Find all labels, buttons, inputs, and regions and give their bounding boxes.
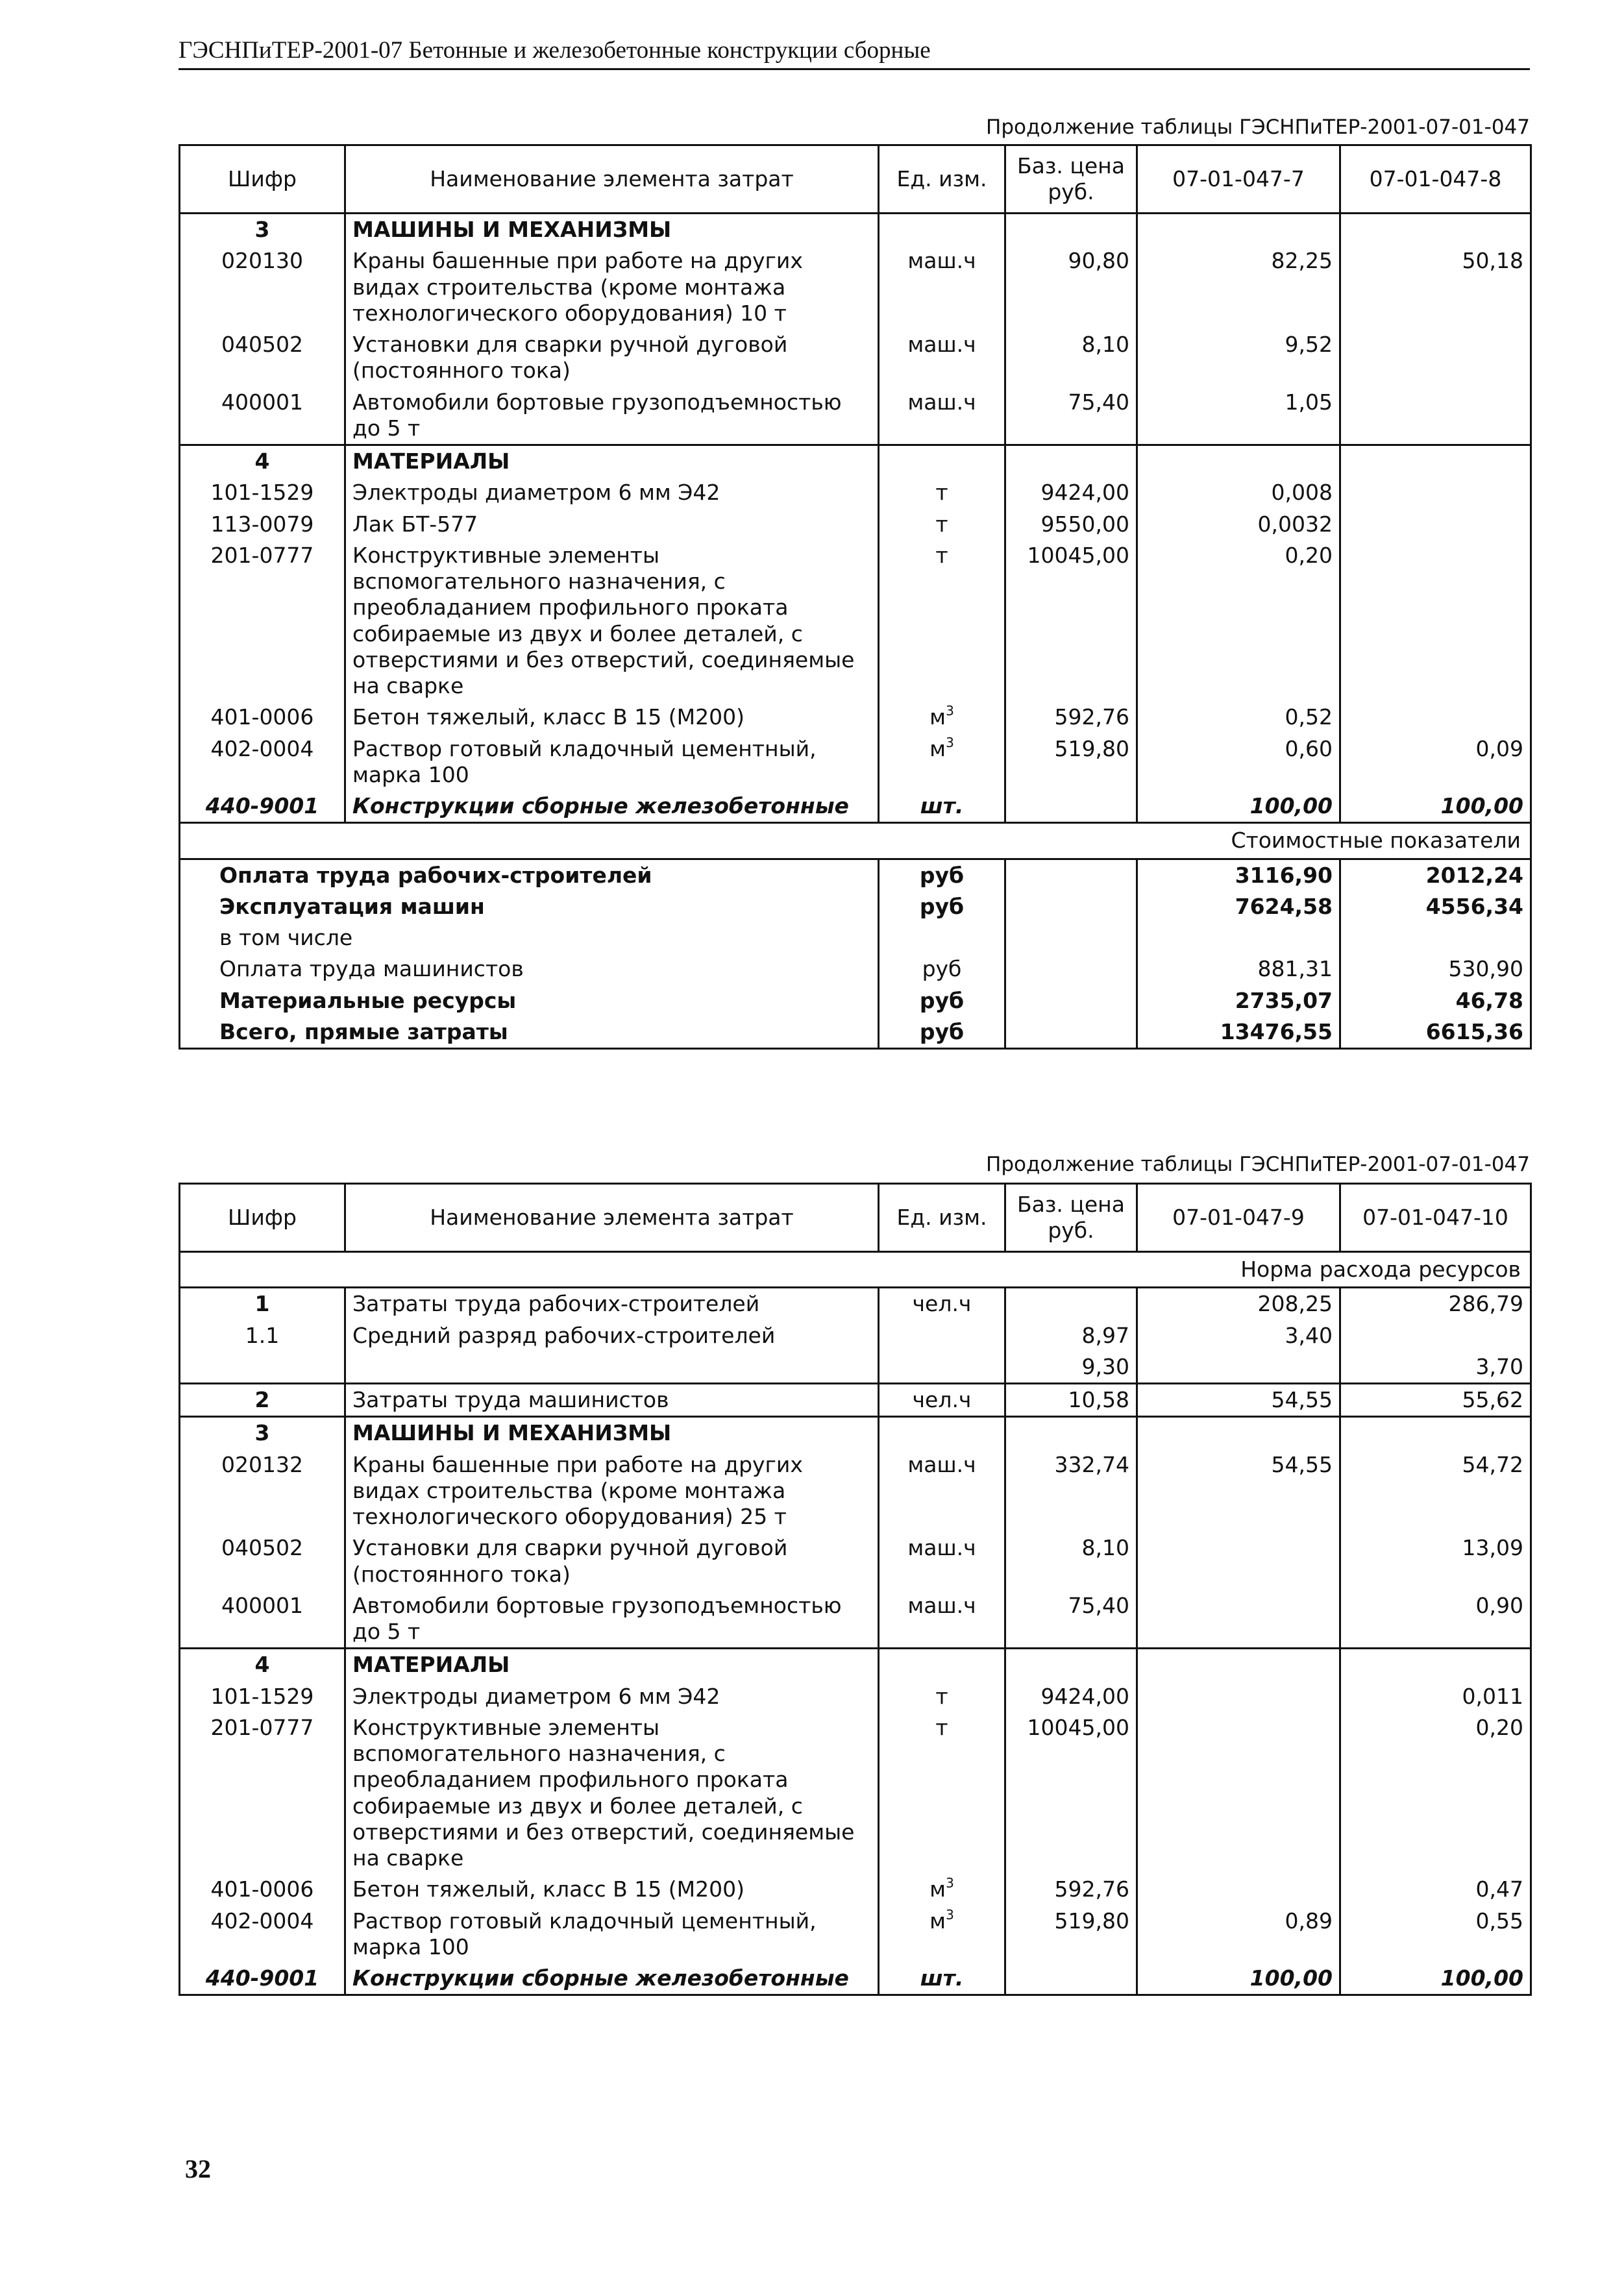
cost-name: в том числе	[180, 922, 879, 953]
row-code: 113-0079	[180, 509, 345, 540]
row-value-1: 0,0032	[1137, 509, 1340, 540]
row-price: 592,76	[1005, 1874, 1137, 1905]
col-price-header: Баз. цена руб.	[1005, 145, 1137, 214]
row-price: 8,97	[1005, 1320, 1137, 1351]
row-value-2: 0,55	[1340, 1906, 1531, 1963]
row-value-1: 54,55	[1137, 1449, 1340, 1533]
row-name: Затраты труда рабочих-строителей	[345, 1288, 879, 1320]
row-name: МАШИНЫ И МЕХАНИЗМЫ	[345, 1417, 879, 1449]
row-name: Конструкции сборные железобетонные	[345, 791, 879, 823]
row-code: 020132	[180, 1449, 345, 1533]
row-value-1: 1,05	[1137, 387, 1340, 445]
row-price: 9,30	[1005, 1351, 1137, 1384]
row-code: 400001	[180, 387, 345, 445]
table-row	[180, 1649, 1531, 1681]
cost-value-2: 530,90	[1340, 953, 1531, 985]
table-row	[180, 1320, 1531, 1351]
table-row	[180, 477, 1531, 508]
table-row	[180, 1417, 1531, 1449]
cost-name: Всего, прямые затраты	[180, 1016, 879, 1049]
row-name: Затраты труда машинистов	[345, 1384, 879, 1417]
cost-value-2: 46,78	[1340, 985, 1531, 1016]
cost-unit: руб	[879, 859, 1005, 891]
cost-row	[180, 1016, 1531, 1049]
row-code: 4	[180, 1649, 345, 1681]
row-value-2: 0,011	[1340, 1681, 1531, 1712]
row-value-2: 0,90	[1340, 1590, 1531, 1649]
row-unit: т	[879, 540, 1005, 702]
table-row	[180, 733, 1531, 791]
row-value-1: 0,52	[1137, 702, 1340, 733]
row-unit: $м^3$	[879, 1874, 1005, 1905]
row-value-2: 0,47	[1340, 1874, 1531, 1905]
row-name: МАШИНЫ И МЕХАНИЗМЫ	[345, 214, 879, 246]
table-row	[180, 1874, 1531, 1905]
row-code: 101-1529	[180, 477, 345, 508]
row-value-2: 0,20	[1340, 1712, 1531, 1874]
row-code: 440-9001	[180, 791, 345, 823]
row-code: 2	[180, 1384, 345, 1417]
row-unit: шт.	[879, 791, 1005, 823]
row-code: 3	[180, 214, 345, 246]
row-unit: маш.ч	[879, 387, 1005, 445]
table-row	[180, 387, 1531, 445]
row-name: Автомобили бортовые грузоподъемностью до 5 т	[345, 1590, 879, 1649]
cost-row	[180, 859, 1531, 891]
table-row	[180, 1681, 1531, 1712]
col-code-header: Шифр	[180, 145, 345, 214]
table-row	[180, 214, 1531, 246]
row-name: Средний разряд рабочих-строителей	[345, 1320, 879, 1351]
row-code: 1	[180, 1288, 345, 1320]
row-name: Краны башенные при работе на других видах строительства (кроме монтажа технологического оборудования) 25 т	[345, 1449, 879, 1533]
row-code: 400001	[180, 1590, 345, 1649]
row-unit: маш.ч	[879, 1590, 1005, 1649]
row-value-1: 0,008	[1137, 477, 1340, 508]
row-name: Конструктивные элементы вспомогательного назначения, с преобладанием профильного проката собираемые из двух и более деталей, с отверстиями и без отверстий, соединяемые на сварке	[345, 540, 879, 702]
row-value-1: 100,00	[1137, 791, 1340, 823]
row-value-2: 100,00	[1340, 1963, 1531, 1995]
cost-name: Оплата труда машинистов	[180, 953, 879, 985]
row-value-1: 208,25	[1137, 1288, 1340, 1320]
table-row	[180, 1712, 1531, 1874]
page-header: ГЭСНПиТЕР-2001-07 Бетонные и железобетонные конструкции сборные	[178, 36, 1530, 70]
col-1-header: 07-01-047-7	[1137, 145, 1340, 214]
row-value-2: 55,62	[1340, 1384, 1531, 1417]
row-value-2: 50,18	[1340, 245, 1531, 329]
row-name: Раствор готовый кладочный цементный, марка 100	[345, 733, 879, 791]
table2-caption: Продолжение таблицы ГЭСНПиТЕР-2001-07-01-047	[986, 1153, 1530, 1176]
row-price: 519,80	[1005, 733, 1137, 791]
cost-row	[180, 953, 1531, 985]
table2-header-row	[180, 1184, 1531, 1252]
table2	[178, 1183, 1532, 1996]
row-unit: маш.ч	[879, 245, 1005, 329]
col-unit-header: Ед. изм.	[879, 145, 1005, 214]
cost-value-1: 3116,90	[1137, 859, 1340, 891]
table-row	[180, 245, 1531, 329]
row-price: 10045,00	[1005, 540, 1137, 702]
table-row	[180, 1532, 1531, 1590]
row-name: МАТЕРИАЛЫ	[345, 445, 879, 478]
cost-value-1: 2735,07	[1137, 985, 1340, 1016]
row-name: Конструкции сборные железобетонные	[345, 1963, 879, 1995]
row-price: 75,40	[1005, 387, 1137, 445]
row-value-2: 13,09	[1340, 1532, 1531, 1590]
row-code: 440-9001	[180, 1963, 345, 1995]
cost-row	[180, 985, 1531, 1016]
col-unit-header: Ед. изм.	[879, 1184, 1005, 1252]
cost-row	[180, 891, 1531, 922]
cost-value-1: 881,31	[1137, 953, 1340, 985]
row-code: 4	[180, 445, 345, 478]
row-name: Краны башенные при работе на других видах строительства (кроме монтажа технологического оборудования) 10 т	[345, 245, 879, 329]
row-price: 332,74	[1005, 1449, 1137, 1533]
row-value-2: 100,00	[1340, 791, 1531, 823]
cost-value-2: 4556,34	[1340, 891, 1531, 922]
row-name: Раствор готовый кладочный цементный, марка 100	[345, 1906, 879, 1963]
row-code: 201-0777	[180, 1712, 345, 1874]
cost-caption-row	[180, 823, 1531, 859]
row-unit: чел.ч	[879, 1384, 1005, 1417]
table-row	[180, 1963, 1531, 1995]
row-value-1: 0,89	[1137, 1906, 1340, 1963]
cost-value-2: 2012,24	[1340, 859, 1531, 891]
cost-unit: руб	[879, 891, 1005, 922]
row-name: Бетон тяжелый, класс В 15 (М200)	[345, 1874, 879, 1905]
table-row	[180, 1590, 1531, 1649]
table-row	[180, 1351, 1531, 1384]
cost-value-1: 13476,55	[1137, 1016, 1340, 1049]
cost-value-2: 6615,36	[1340, 1016, 1531, 1049]
row-name: Установки для сварки ручной дуговой (постоянного тока)	[345, 1532, 879, 1590]
row-value-2: 3,70	[1340, 1351, 1531, 1384]
table1-header-row	[180, 145, 1531, 214]
table1	[178, 144, 1532, 1050]
row-value-1: 0,20	[1137, 540, 1340, 702]
table-row	[180, 791, 1531, 823]
table-row	[180, 1288, 1531, 1320]
row-code: 101-1529	[180, 1681, 345, 1712]
col-2-header: 07-01-047-8	[1340, 145, 1531, 214]
cost-name: Материальные ресурсы	[180, 985, 879, 1016]
row-value-1: 9,52	[1137, 329, 1340, 387]
row-unit: т	[879, 1681, 1005, 1712]
row-unit: $м^3$	[879, 702, 1005, 733]
col-price-header: Баз. цена руб.	[1005, 1184, 1137, 1252]
cost-unit: руб	[879, 985, 1005, 1016]
table-row	[180, 1449, 1531, 1533]
cost-value-1: 7624,58	[1137, 891, 1340, 922]
row-code: 402-0004	[180, 1906, 345, 1963]
row-code: 402-0004	[180, 733, 345, 791]
row-unit: маш.ч	[879, 1532, 1005, 1590]
row-unit: т	[879, 477, 1005, 508]
table-row	[180, 540, 1531, 702]
row-code: 401-0006	[180, 702, 345, 733]
row-price: 10045,00	[1005, 1712, 1137, 1874]
table-row	[180, 509, 1531, 540]
norm-caption: Норма расхода ресурсов	[180, 1252, 1531, 1288]
row-unit: чел.ч	[879, 1288, 1005, 1320]
row-code: 3	[180, 1417, 345, 1449]
cost-name: Эксплуатация машин	[180, 891, 879, 922]
row-price: 75,40	[1005, 1590, 1137, 1649]
cost-unit: руб	[879, 1016, 1005, 1049]
row-name: Электроды диаметром 6 мм Э42	[345, 477, 879, 508]
norm-caption-row	[180, 1252, 1531, 1288]
row-value-1: 0,60	[1137, 733, 1340, 791]
row-name: Бетон тяжелый, класс В 15 (М200)	[345, 702, 879, 733]
row-unit: маш.ч	[879, 329, 1005, 387]
cost-row	[180, 922, 1531, 953]
row-unit: маш.ч	[879, 1449, 1005, 1533]
row-value-1: 100,00	[1137, 1963, 1340, 1995]
col-code-header: Шифр	[180, 1184, 345, 1252]
row-price: 8,10	[1005, 329, 1137, 387]
cost-caption: Стоимостные показатели	[180, 823, 1531, 859]
row-value-2: 0,09	[1340, 733, 1531, 791]
row-code: 040502	[180, 1532, 345, 1590]
table-row	[180, 329, 1531, 387]
row-unit: $м^3$	[879, 733, 1005, 791]
row-code: 020130	[180, 245, 345, 329]
row-price: 90,80	[1005, 245, 1137, 329]
cost-name: Оплата труда рабочих-строителей	[180, 859, 879, 891]
row-name: Лак БТ-577	[345, 509, 879, 540]
row-price: 9550,00	[1005, 509, 1137, 540]
row-name: МАТЕРИАЛЫ	[345, 1649, 879, 1681]
table-row	[180, 1384, 1531, 1417]
row-name: Конструктивные элементы вспомогательного назначения, с преобладанием профильного проката собираемые из двух и более деталей, с отверстиями и без отверстий, соединяемые на сварке	[345, 1712, 879, 1874]
row-value-2: 286,79	[1340, 1288, 1531, 1320]
col-name-header: Наименование элемента затрат	[345, 1184, 879, 1252]
table1-caption: Продолжение таблицы ГЭСНПиТЕР-2001-07-01-047	[986, 116, 1530, 139]
table-row	[180, 445, 1531, 478]
page-number: 32	[185, 2154, 211, 2183]
col-1-header: 07-01-047-9	[1137, 1184, 1340, 1252]
row-value-1: 3,40	[1137, 1320, 1340, 1351]
row-price: 8,10	[1005, 1532, 1137, 1590]
row-name: Электроды диаметром 6 мм Э42	[345, 1681, 879, 1712]
row-price: 10,58	[1005, 1384, 1137, 1417]
row-unit: т	[879, 1712, 1005, 1874]
row-code: 1.1	[180, 1320, 345, 1351]
row-price: 519,80	[1005, 1906, 1137, 1963]
row-value-1: 54,55	[1137, 1384, 1340, 1417]
row-code: 201-0777	[180, 540, 345, 702]
row-unit: $м^3$	[879, 1906, 1005, 1963]
row-name: Установки для сварки ручной дуговой (постоянного тока)	[345, 329, 879, 387]
row-unit: шт.	[879, 1963, 1005, 1995]
row-price: 9424,00	[1005, 477, 1137, 508]
row-price: 9424,00	[1005, 1681, 1137, 1712]
row-value-1: 82,25	[1137, 245, 1340, 329]
row-code: 401-0006	[180, 1874, 345, 1905]
col-name-header: Наименование элемента затрат	[345, 145, 879, 214]
row-code: 040502	[180, 329, 345, 387]
row-unit: т	[879, 509, 1005, 540]
cost-unit: руб	[879, 953, 1005, 985]
table-row	[180, 1906, 1531, 1963]
table-row	[180, 702, 1531, 733]
row-price: 592,76	[1005, 702, 1137, 733]
col-2-header: 07-01-047-10	[1340, 1184, 1531, 1252]
row-name: Автомобили бортовые грузоподъемностью до 5 т	[345, 387, 879, 445]
row-value-2: 54,72	[1340, 1449, 1531, 1533]
